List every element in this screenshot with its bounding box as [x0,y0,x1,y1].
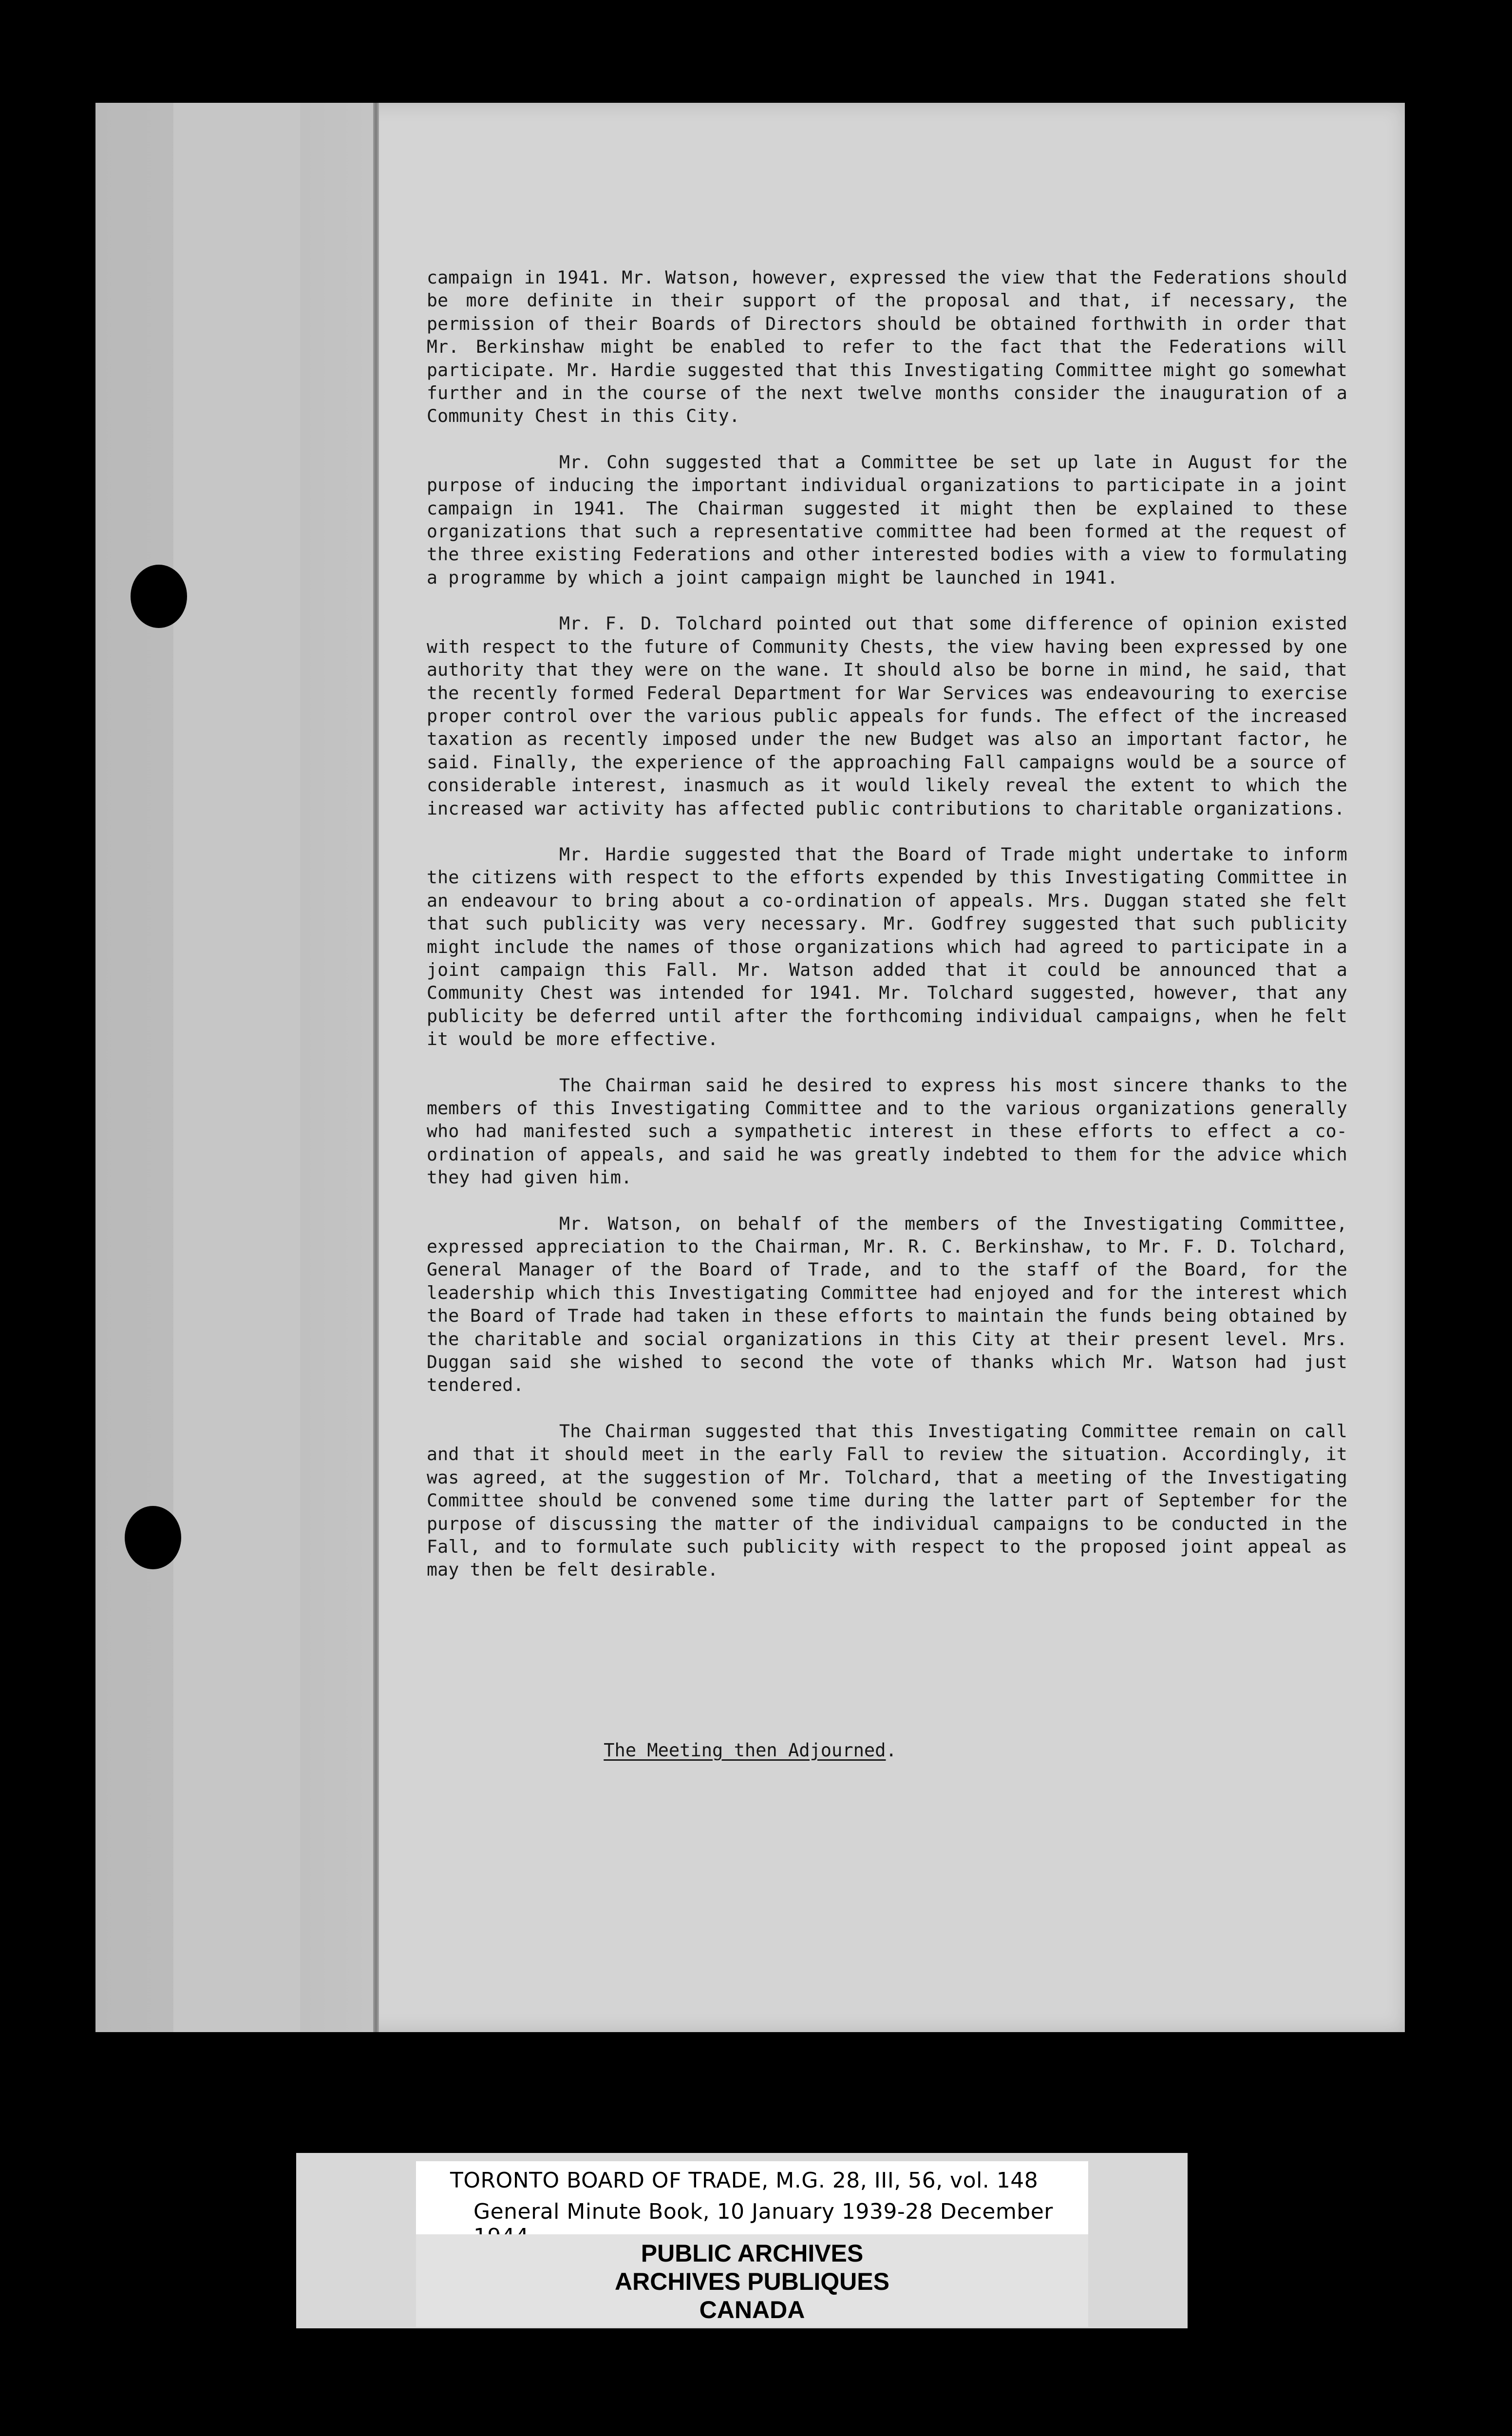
paragraph: The Chairman said he desired to express his most sincere thanks to the members of this Investigating Committee and to the various organizations generally who had manifested such a sympathetic interest in these efforts to effect a co-ordination of appeals, and said he was greatly indebted to them for the advice which they had given him. [427,1074,1347,1188]
punch-hole [125,1506,181,1569]
adjournment-period: . [886,1740,897,1761]
paragraph: Mr. Watson, on behalf of the members of the Investigating Committee, expressed appreciation to the Chairman, Mr. R. C. Berkinshaw, to Mr. F. D. Tolchard, General Manager of the Board of Trade, and to the staff of the Board, for the leadership which this Investigating Committee had enjoyed and for the interest which the Board of Trade had taken in these efforts to maintain the funds being obtained by the charitable and social organizations in this City at their present level. Mrs. Duggan said she wished to second the vote of thanks which Mr. Watson had just tendered. [427,1213,1347,1396]
archives-stamp-country: CANADA [699,2296,805,2323]
archive-volume-line: General Minute Book, 10 January 1939-28 December [473,2199,1053,2224]
punch-hole [131,565,187,628]
adjournment-text: The Meeting then Adjourned [604,1740,886,1761]
adjournment-line [95,1740,1405,1761]
paragraph: campaign in 1941. Mr. Watson, however, expressed the view that the Federations should be more definite in their support of the proposal and that, if necessary, the permission of their Boards of Directors should be obtained forthwith in order that Mr. Berkinshaw might be enabled to refer to the fact that the Federations will participate. Mr. Hardie suggested that this Investigating Committee might go somewhat further and in the course of the next twelve months consider the inauguration of a Community Chest in this City. [427,267,1347,427]
paragraph: Mr. Cohn suggested that a Committee be set up late in August for the purpose of inducing the important individual organizations to participate in a joint campaign in 1941. The Chairman suggested it might then be explained to these organizations that such a representative committee had been formed at the request of the three existing Federations and other interested bodies with a view to formulating a programme by which a joint campaign might be launched in 1941. [427,451,1347,588]
archive-reference-label [416,2161,1088,2234]
paragraph: The Chairman suggested that this Investigating Committee remain on call and that it should meet in the early Fall to review the situation. Accordingly, it was agreed, at the suggestion of Mr. Tolchard, that a meeting of the Investigating Committee should be convened some time during the latter part of September for the purpose of discussing the matter of the individual campaigns to be conducted in the Fall, and to formulate such publicity with respect to the proposed joint appeal as may then be felt desirable. [427,1420,1347,1580]
paragraph: Mr. F. D. Tolchard pointed out that some difference of opinion existed with respect to the future of Community Chests, the view having been expressed by one authority that they were on the wane. It should also be borne in mind, he said, that the recently formed Federal Department for War Services was endeavouring to exercise proper control over the various public appeals for funds. The effect of the increased taxation as recently imposed under the new Budget was also an important factor, he said. Finally, the experience of the approaching Fall campaigns would be a source of considerable interest, inasmuch as it would likely reveal the extent to which the increased war activity has affected public contributions to charitable organizations. [427,613,1347,819]
archives-stamp-english: PUBLIC ARCHIVES [641,2240,864,2267]
archive-reference-line: TORONTO BOARD OF TRADE, M.G. 28, III, 56, vol. 148 [450,2168,1039,2193]
archives-stamp [416,2234,1088,2327]
typed-sheet [95,103,1405,2032]
archives-stamp-french: ARCHIVES PUBLIQUES [615,2268,889,2295]
paragraph: Mr. Hardie suggested that the Board of Trade might undertake to inform the citizens with respect to the efforts expended by this Investigating Committee in an endeavour to bring about a co-ordination of appeals. Mrs. Duggan stated she felt that such publicity was very necessary. Mr. Godfrey suggested that such publicity might include the names of those organizations which had agreed to participate in a joint campaign this Fall. Mr. Watson added that it could be announced that a Community Chest was intended for 1941. Mr. Tolchard suggested, however, that any publicity be deferred until after the forthcoming individual campaigns, when he felt it would be more effective. [427,843,1347,1050]
minutes-body [427,266,1347,1604]
